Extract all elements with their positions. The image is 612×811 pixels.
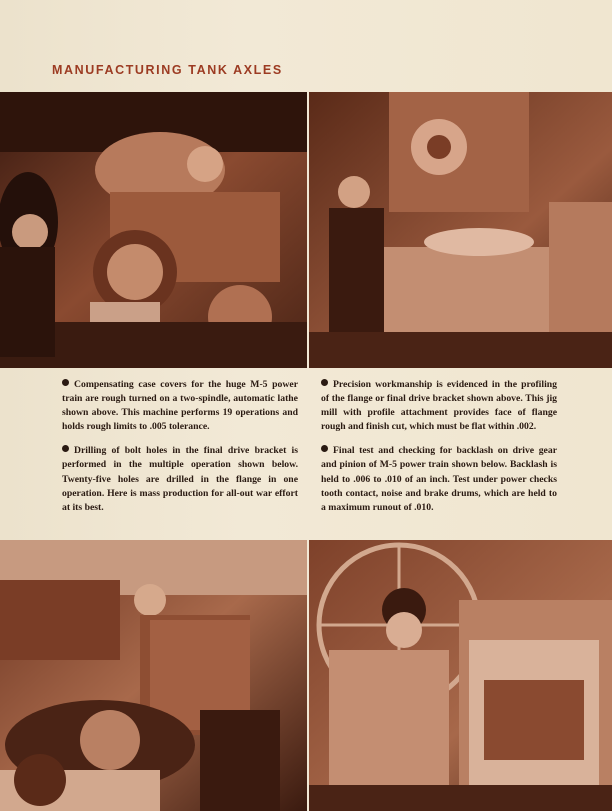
- bullet-icon: [62, 445, 69, 452]
- caption-lathe: [62, 378, 298, 434]
- page-title: MANUFACTURING TANK AXLES: [52, 63, 283, 77]
- caption-text: Final test and checking for backlash on drive gear and pinion of M-5 power train shown below. Backlash is held to .006 to .010 of an inch. Test under power checks tooth contact, noise and brake drums, which are held to a maximum runout of .010.: [321, 445, 557, 513]
- caption-jig-mill: [321, 378, 557, 434]
- caption-text: Precision workmanship is evidenced in the profiling of the flange or final drive bracket shown above. This jig mill with profile attachment provides face of flange rough and finish cut, which must be flat within .002.: [321, 379, 557, 433]
- bullet-icon: [321, 379, 328, 386]
- photo-lathe: [0, 92, 307, 368]
- photo-drilling: [0, 540, 307, 811]
- bullet-icon: [62, 379, 69, 386]
- caption-drilling: [62, 444, 298, 514]
- caption-text: Compensating case covers for the huge M-5 power train are rough turned on a two-spindle, automatic lathe shown above. This machine performs 19 operations and holds rough limits to .005 tolerance.: [62, 379, 298, 433]
- caption-text: Drilling of bolt holes in the final drive bracket is performed in the multiple operation shown below. Twenty-five holes are drilled in the flange in one operation. Here is mass production for all-out war effort at its best.: [62, 445, 298, 513]
- caption-final-test: [321, 444, 557, 514]
- caption-column-right: [321, 378, 557, 525]
- photo-final-test: [309, 540, 612, 811]
- bullet-icon: [321, 445, 328, 452]
- caption-column-left: [62, 378, 298, 525]
- photo-jig-mill: [309, 92, 612, 368]
